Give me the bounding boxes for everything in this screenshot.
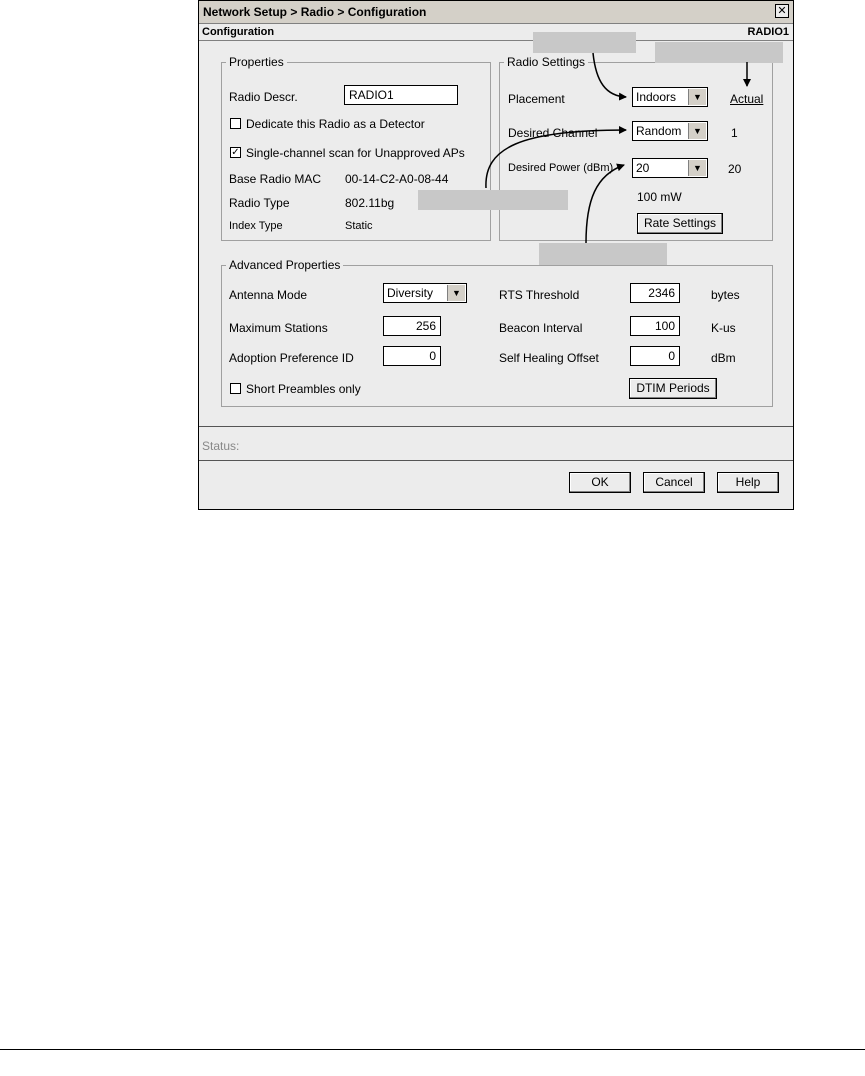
callout-box-channel bbox=[418, 190, 568, 210]
placement-value: Indoors bbox=[636, 90, 677, 104]
base-mac-value: 00-14-C2-A0-08-44 bbox=[345, 172, 449, 186]
chevron-down-icon: ▼ bbox=[688, 89, 706, 105]
single-channel-checkbox[interactable] bbox=[230, 147, 241, 158]
window-title: Network Setup > Radio > Configuration bbox=[203, 5, 427, 19]
detector-checkbox[interactable] bbox=[230, 118, 241, 129]
index-type-label: Index Type bbox=[229, 220, 283, 232]
max-stations-label: Maximum Stations bbox=[229, 321, 328, 335]
self-healing-input[interactable]: 0 bbox=[630, 346, 680, 366]
adoption-pref-label: Adoption Preference ID bbox=[229, 351, 354, 365]
chevron-down-icon: ▼ bbox=[447, 285, 465, 301]
placement-label: Placement bbox=[508, 92, 565, 106]
adoption-pref-input[interactable]: 0 bbox=[383, 346, 441, 366]
dtim-periods-button[interactable]: DTIM Periods bbox=[629, 378, 717, 399]
advanced-properties-legend: Advanced Properties bbox=[229, 258, 341, 272]
callout-box-actual bbox=[655, 42, 783, 63]
radio-type-label: Radio Type bbox=[229, 196, 290, 210]
actual-header: Actual bbox=[730, 92, 764, 106]
radio-settings-legend: Radio Settings bbox=[507, 55, 586, 69]
configuration-dialog bbox=[198, 0, 794, 510]
beacon-interval-label: Beacon Interval bbox=[499, 321, 583, 335]
properties-legend: Properties bbox=[229, 55, 284, 69]
power-value: 20 bbox=[636, 161, 650, 175]
rts-threshold-label: RTS Threshold bbox=[499, 288, 580, 302]
title-bar bbox=[199, 1, 793, 24]
section-header bbox=[199, 24, 793, 41]
max-stations-input[interactable]: 256 bbox=[383, 316, 441, 336]
index-type-value: Static bbox=[345, 220, 373, 232]
self-healing-unit: dBm bbox=[711, 351, 736, 365]
antenna-mode-label: Antenna Mode bbox=[229, 288, 308, 302]
status-separator-bottom bbox=[199, 460, 793, 461]
channel-value: Random bbox=[636, 124, 682, 138]
short-preambles-label: Short Preambles only bbox=[246, 382, 361, 396]
check-mark-icon: ✓ bbox=[231, 147, 240, 158]
ok-button[interactable]: OK bbox=[569, 472, 631, 493]
radio-descr-label: Radio Descr. bbox=[229, 90, 298, 104]
placement-select[interactable] bbox=[632, 87, 708, 107]
close-icon: ✕ bbox=[777, 5, 787, 17]
antenna-mode-select[interactable] bbox=[383, 283, 467, 303]
antenna-mode-value: Diversity bbox=[387, 286, 434, 300]
channel-actual: 1 bbox=[731, 126, 738, 140]
channel-select[interactable] bbox=[632, 121, 708, 141]
status-separator-top bbox=[199, 426, 793, 427]
rts-threshold-input[interactable]: 2346 bbox=[630, 283, 680, 303]
base-mac-label: Base Radio MAC bbox=[229, 172, 322, 186]
section-title: Configuration bbox=[202, 26, 275, 38]
page-footer-rule bbox=[0, 1049, 865, 1050]
callout-box-power bbox=[539, 243, 667, 265]
beacon-interval-unit: K-us bbox=[711, 321, 736, 335]
cancel-button[interactable]: Cancel bbox=[643, 472, 705, 493]
status-label: Status: bbox=[202, 439, 240, 453]
radio-type-value: 802.11bg bbox=[345, 196, 395, 210]
radio-settings-group bbox=[499, 55, 773, 241]
chevron-down-icon: ▼ bbox=[688, 123, 706, 139]
help-button[interactable]: Help bbox=[717, 472, 779, 493]
chevron-down-icon: ▼ bbox=[688, 160, 706, 176]
rts-threshold-unit: bytes bbox=[711, 288, 740, 302]
rate-settings-button[interactable]: Rate Settings bbox=[637, 213, 723, 234]
beacon-interval-input[interactable]: 100 bbox=[630, 316, 680, 336]
channel-label: Desired Channel bbox=[508, 126, 598, 140]
detector-label: Dedicate this Radio as a Detector bbox=[246, 117, 425, 131]
short-preambles-checkbox[interactable] bbox=[230, 383, 241, 394]
power-mw-value: 100 mW bbox=[637, 190, 682, 204]
power-actual: 20 bbox=[728, 162, 742, 176]
single-channel-label: Single-channel scan for Unapproved APs bbox=[246, 146, 465, 160]
self-healing-label: Self Healing Offset bbox=[499, 351, 599, 365]
radio-descr-input[interactable]: RADIO1 bbox=[344, 85, 458, 105]
radio-name-label: RADIO1 bbox=[747, 26, 789, 38]
callout-box-placement bbox=[533, 32, 636, 53]
power-select[interactable] bbox=[632, 158, 708, 178]
power-label: Desired Power (dBm) bbox=[508, 162, 614, 174]
close-button[interactable] bbox=[775, 4, 789, 18]
